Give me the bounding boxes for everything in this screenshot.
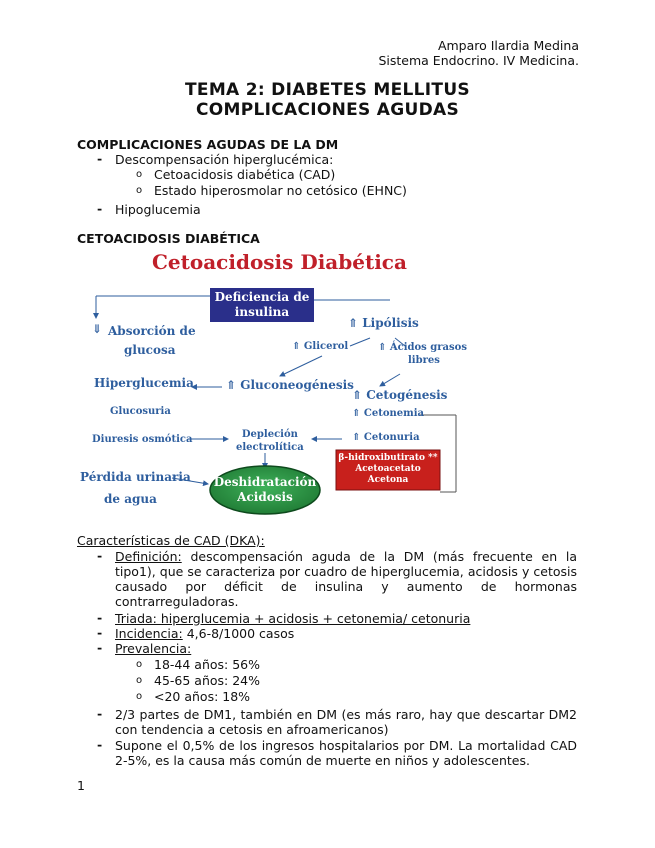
up-arrow-icon: ⇑ [292,341,304,352]
arrow-to-cetogenesis [380,374,400,386]
list-item-ingresos: Supone el 0,5% de los ingresos hospitalarios por DM. La mortalidad CAD 2-5%, es la causa más común de muerte en niños y adolescentes. [115,738,577,768]
up-arrow-icon: ⇑ [352,388,367,402]
up-arrow-icon: ⇑ [226,378,241,392]
deficiencia-line-1: Deficiencia de [214,290,310,304]
glicerol-text: Glicerol [303,341,349,352]
bullet-dash: - [97,548,103,563]
cetonemia-text: Cetonemia [363,408,424,419]
perdida-label [80,466,191,510]
deficiencia-line-2: insulina [234,305,290,319]
section-heading-caracteristicas: Características de CAD (DKA): [77,533,265,548]
prevalencia-menor-20: <20 años: 18% [154,689,251,704]
list-subitem-cad: Cetoacidosis diabética (CAD) [154,167,336,182]
glicerol-label [292,341,348,352]
bullet-circle: o [136,675,143,686]
bullet-circle: o [136,659,143,670]
list-subitem-ehnc: Estado hiperosmolar no cetósico (EHNC) [154,183,407,198]
prevalencia-45-65: 45-65 años: 24% [154,673,261,688]
bullet-dash: - [97,706,103,721]
deplecion-label [236,428,304,454]
bullet-dash: - [97,737,103,752]
acetoacetato: Acetoacetato [355,464,421,474]
list-item-dm1: 2/3 partes de DM1, también en DM (es más raro, hay que descartar DM2 con tendencia a cetosis en afroamericanos) [115,707,577,737]
up-arrow-icon: ⇑ [348,316,363,330]
arrow-to-gluconeogenesis [280,356,322,376]
list-item-prevalencia: Prevalencia: [115,641,192,656]
section-heading-complicaciones: COMPLICACIONES AGUDAS DE LA DM [77,137,339,152]
absorcion-label [108,322,196,360]
acetona: Acetona [367,475,409,485]
course-subject: Sistema Endocrino. IV Medicina. [378,53,579,68]
cetonuria-label [352,432,420,443]
title-line-2: COMPLICACIONES AGUDAS [195,100,460,120]
gluconeogenesis-text: Gluconeogénesis [240,378,354,392]
diagram-title: Cetoacidosis Diabética [152,250,407,274]
cetoacidosis-diagram [60,250,530,520]
page-number: 1 [77,778,85,793]
gluconeogenesis-label [226,378,354,392]
bullet-dash: - [97,201,103,216]
deplecion-line-1: Depleción [241,429,298,440]
cetonemia-label [352,408,424,419]
deshidratacion-label [210,475,320,505]
connector-line [350,338,370,346]
cetogenesis-label [352,388,447,402]
diuresis-label: Diuresis osmótica [92,434,193,445]
definicion-label: Definición: [115,549,182,564]
acidos-line-1: Ácidos grasos [389,342,467,353]
list-item-definicion [115,549,577,609]
prevalencia-18-44: 18-44 años: 56% [154,657,261,672]
deshidratacion-line-2: Acidosis [237,490,293,504]
absorcion-line-1: Absorción de [108,324,196,338]
deshidratacion-line-1: Deshidratación [213,475,317,489]
bullet-dash: - [97,610,103,625]
hiperglucemia-label: Hiperglucemia [94,376,194,390]
incidencia-label: Incidencia: [115,626,183,641]
title-line-1: TEMA 2: DIABETES MELLITUS [185,80,470,100]
lipolisis-label [348,316,419,330]
document-header [378,38,579,68]
bullet-dash: - [97,640,103,655]
cuerpos-cetonicos-label [336,453,440,486]
bullet-circle: o [136,169,143,180]
list-item-incidencia [115,626,294,641]
bullet-circle: o [136,691,143,702]
document-title [0,80,655,120]
author-name: Amparo Ilardia Medina [437,38,579,53]
lipolisis-text: Lipólisis [362,316,419,330]
bullet-dash: - [97,151,103,166]
list-item-hipoglucemia: Hipoglucemia [115,202,201,217]
bullet-circle: o [136,185,143,196]
acidos-line-2: libres [408,355,440,366]
deficiencia-label [210,290,314,320]
deplecion-line-2: electrolítica [236,442,304,453]
section-heading-cetoacidosis: CETOACIDOSIS DIABÉTICA [77,231,260,246]
up-arrow-icon: ⇑ [352,408,364,419]
incidencia-text: 4,6-8/1000 casos [182,626,295,641]
cetogenesis-text: Cetogénesis [366,388,448,402]
list-item-descompensacion: Descompensación hiperglucémica: [115,152,334,167]
up-arrow-icon: ⇑ [378,342,390,353]
down-arrow-icon: ⇓ [92,322,103,336]
glucosuria-label: Glucosuria [110,406,171,417]
up-arrow-icon: ⇑ [352,432,364,443]
definicion-text: descompensación aguda de la DM (más frecuente en la tipo1), que se caracteriza por cuadro de hiperglucemia, acidosis y cetosis causado por déficit de insulina y aumento de hormonas contrarreguladoras. [115,549,577,609]
list-item-triada: Triada: hiperglucemia + acidosis + cetonemia/ cetonuria [115,611,471,626]
cetonuria-text: Cetonuria [363,432,420,443]
absorcion-line-2: glucosa [124,343,176,357]
perdida-line-2: de agua [104,492,157,506]
acidos-label [378,341,467,367]
bullet-dash: - [97,625,103,640]
perdida-line-1: Pérdida urinaria [80,470,191,484]
beta-hidroxibutirato: β-hidroxibutirato ** [338,453,438,463]
